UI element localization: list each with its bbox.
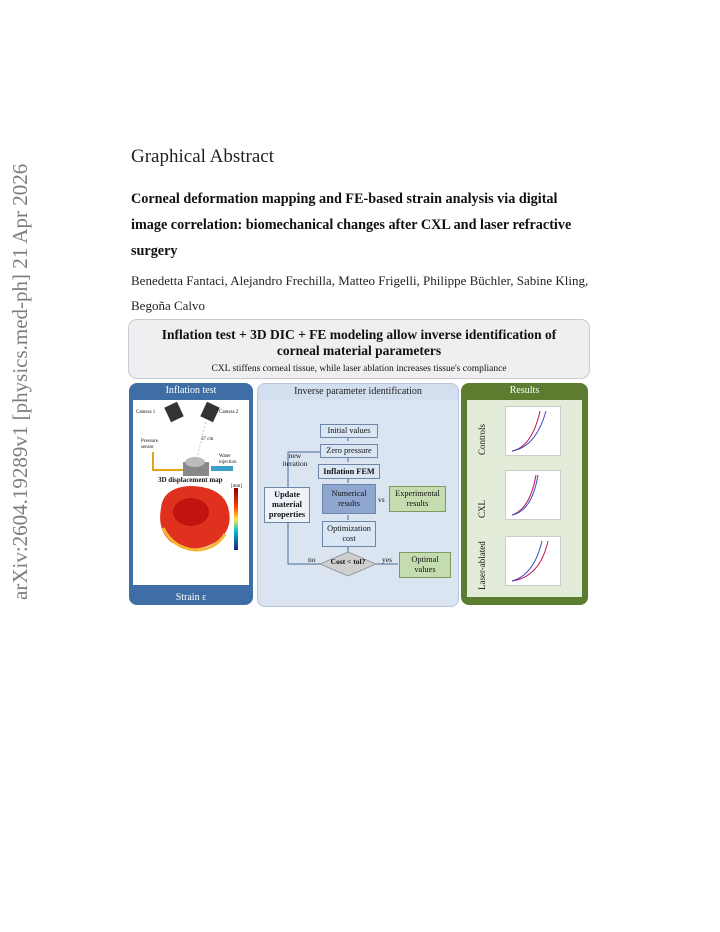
colorbar-icon (234, 488, 238, 550)
panel-header-inflation: Inflation test (165, 385, 217, 396)
inflation-test-panel (129, 383, 253, 605)
results-plots: Controls CXL Laser-ablated (467, 400, 582, 597)
no-label: no (308, 555, 316, 564)
inverse-identification-panel (257, 383, 459, 607)
optimization-cost-box: Optimization cost (322, 521, 376, 547)
graphical-abstract-figure (128, 319, 590, 609)
strain-footer: Strain ε (175, 592, 207, 603)
controls-plot (505, 406, 561, 456)
cxl-plot (505, 470, 561, 520)
inflation-setup (133, 400, 249, 585)
camera-1-icon (164, 402, 183, 422)
summary-banner (128, 319, 590, 379)
zero-pressure-box: Zero pressure (320, 444, 378, 458)
optimal-values-box: Optimal values (399, 552, 451, 578)
banner-title: Inflation test + 3D DIC + FE modeling allow inverse identification of corneal material parameters (161, 327, 557, 358)
initial-values-box: Initial values (320, 424, 378, 438)
new-iteration-label: new iteration (282, 451, 308, 468)
distance-label: 37 cm (201, 437, 214, 442)
numerical-results-box: Numerical results (322, 484, 376, 514)
inflation-fem-box: Inflation FEM (318, 464, 380, 479)
camera-2-label: Camera 2 (219, 410, 239, 415)
banner-subtitle: CXL stiffens corneal tissue, while laser ablation increases tissue's compliance (211, 364, 507, 374)
water-injection-label: Water injection (219, 454, 237, 465)
cost-decision-label: Cost < tol? (330, 557, 366, 566)
pressure-line-icon (153, 452, 185, 470)
paper-title: Corneal deformation mapping and FE-based strain analysis via digital image correlation: biomechanical changes after CXL and laser refractive surgery (131, 191, 572, 259)
author-list: Benedetta Fantaci, Alejandro Frechilla, Matteo Frigelli, Philippe Büchler, Sabine Kling, Begoña Calvo (131, 273, 589, 313)
water-syringe-icon (211, 466, 233, 471)
panel-header-results: Results (509, 385, 540, 396)
setup-illustration (133, 400, 249, 585)
camera-2-icon (200, 402, 219, 422)
update-properties-box: Update material properties (264, 487, 310, 523)
panel-header-inverse: Inverse parameter identification (258, 384, 458, 400)
results-panel (461, 383, 588, 605)
camera-1-label: Camera 1 (136, 410, 156, 415)
section-title: Graphical Abstract (131, 146, 274, 167)
laser-ablated-plot (505, 536, 561, 586)
map-unit: [mm] (231, 484, 243, 489)
yes-label: yes (382, 555, 392, 564)
arxiv-identifier: arXiv:2604.19289v1 [physics.med-ph] 21 Apr 2026 (8, 163, 32, 600)
vs-label: vs (378, 495, 385, 504)
experimental-results-box: Experimental results (389, 486, 446, 512)
pressure-sensor-label: Pressure sensor (141, 439, 158, 450)
map-title: 3D displacement map (158, 476, 223, 484)
